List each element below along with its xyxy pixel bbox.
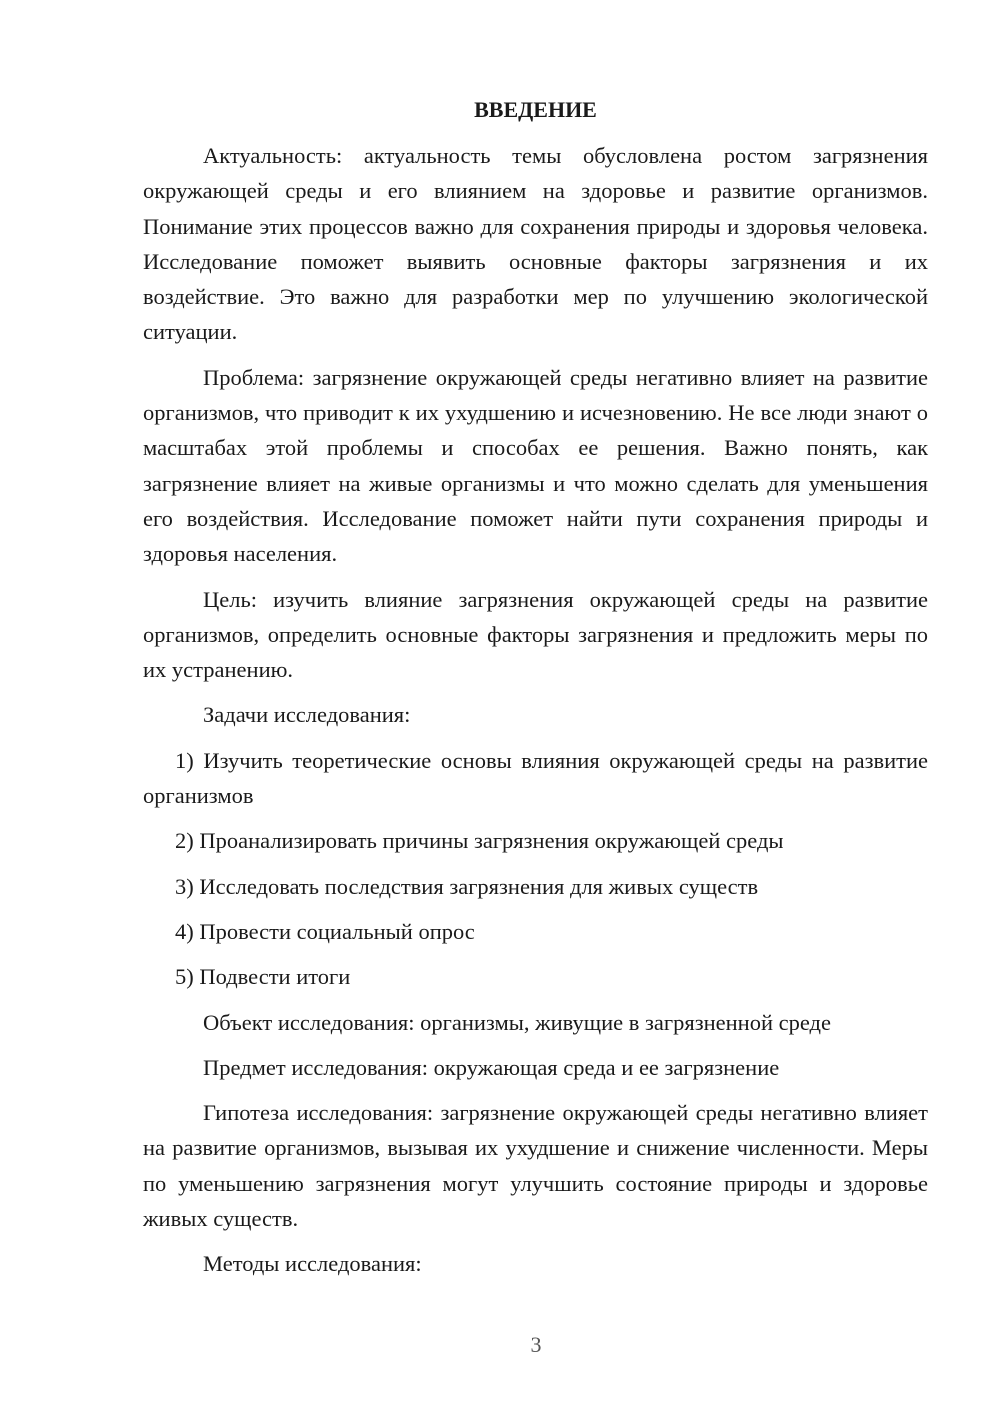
paragraph-problem: Проблема: загрязнение окружающей среды негативно влияет на развитие организмов, что приводит к их ухудшению и исчезновению. Не все люди знают о масштабах этой проблемы и способах ее решения. Важно понять, как загрязнение влияет на живые организмы и что можно сделать для уменьшения его воздействия. Исследование поможет найти пути сохранения природы и здоровья населения.	[143, 364, 928, 567]
task-item-1: 1) Изучить теоретические основы влияния окружающей среды на развитие организмов	[143, 747, 928, 809]
task-item-5: 5) Подвести итоги	[175, 964, 351, 990]
paragraph-goal: Цель: изучить влияние загрязнения окружающей среды на развитие организмов, определить основные факторы загрязнения и предложить меры по их устранению.	[143, 586, 928, 683]
paragraph-object: Объект исследования: организмы, живущие в загрязненной среде	[203, 1009, 831, 1035]
page-number: 3	[530, 1332, 542, 1357]
tasks-heading: Задачи исследования:	[203, 702, 411, 728]
task-item-4: 4) Провести социальный опрос	[175, 918, 475, 944]
section-title: ВВЕДЕНИЕ	[474, 97, 597, 122]
methods-heading: Методы исследования:	[203, 1251, 422, 1277]
paragraph-hypothesis: Гипотеза исследования: загрязнение окружающей среды негативно влияет на развитие организмов, вызывая их ухудшение и снижение численности. Меры по уменьшению загрязнения могут улучшить состояние природы и здоровье живых существ.	[143, 1100, 928, 1232]
task-item-2: 2) Проанализировать причины загрязнения окружающей среды	[175, 828, 784, 854]
page-content	[143, 92, 928, 1292]
task-item-3: 3) Исследовать последствия загрязнения для живых существ	[175, 873, 759, 899]
paragraph-subject: Предмет исследования: окружающая среда и ее загрязнение	[203, 1054, 780, 1080]
paragraph-relevance: Актуальность: актуальность темы обусловлена ростом загрязнения окружающей среды и его влиянием на здоровье и развитие организмов. Понимание этих процессов важно для сохранения природы и здоровья человека. Исследование поможет выявить основные факторы загрязнения и их воздействие. Это важно для разработки мер по улучшению экологической ситуации.	[143, 143, 928, 345]
